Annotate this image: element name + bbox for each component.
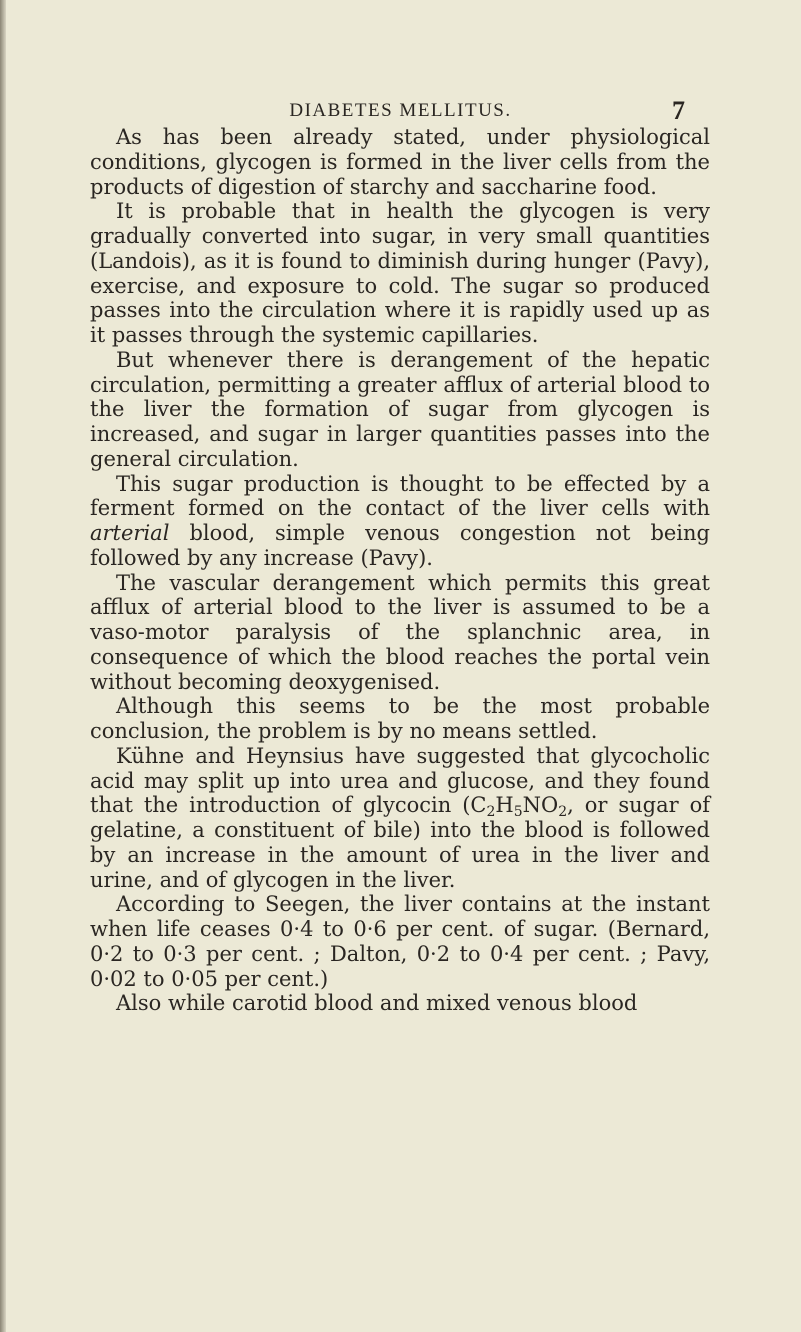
subscript: 5 bbox=[513, 804, 523, 821]
emphasized-word: arterial bbox=[90, 521, 170, 545]
paragraph bbox=[90, 744, 710, 893]
text-run: Kühne and Heynsius have suggested that glycocholic acid may split up into urea and glucose, and they found that the introduction of glycocin (C bbox=[90, 743, 710, 818]
paragraph: Although this seems to be the most probable conclusion, the problem is by no means settled. bbox=[90, 694, 710, 743]
page-number: 7 bbox=[672, 96, 685, 125]
paragraph: But whenever there is derangement of the hepatic circulation, permitting a greater afflux of arterial blood to the liver the formation of sugar from glycogen is increased, and sugar in larger quantities passes into the general circulation. bbox=[90, 347, 710, 471]
running-head: DIABETES MELLITUS. bbox=[289, 100, 512, 121]
text-run: H bbox=[495, 793, 514, 818]
paragraph bbox=[90, 472, 710, 571]
text-run: This sugar production is thought to be effected by a ferment formed on the contact of the liver cells with bbox=[90, 471, 710, 521]
subscript: 2 bbox=[558, 804, 568, 821]
subscript: 2 bbox=[486, 804, 496, 821]
paragraph: As has been already stated, under physiological conditions, glycogen is formed in the liver cells from the products of digestion of starchy and saccharine food. bbox=[90, 125, 710, 199]
text-run: NO bbox=[522, 793, 559, 818]
text-run: , or sugar of gelatine, a constituent of bile) into the blood is followed by an increase in the amount of urea in the liver and urine, and of glycogen in the liver. bbox=[90, 793, 710, 892]
paragraph: According to Seegen, the liver contains at the instant when life ceases 0·4 to 0·6 per cent. of sugar. (Bernard, 0·2 to 0·3 per cent. ; Dalton, 0·2 to 0·4 per cent. ; Pavy, 0·02 to 0·05 per cent.) bbox=[90, 892, 710, 991]
paragraph: Also while carotid blood and mixed venous blood bbox=[116, 991, 638, 1016]
text-run: blood, simple venous congestion not being followed by any increase (Pavy). bbox=[90, 521, 710, 570]
body-text bbox=[90, 125, 710, 1016]
paragraph: The vascular derangement which permits this great afflux of arterial blood to the liver is assumed to be a vaso-motor paralysis of the splanchnic area, in consequence of which the blood reaches the portal vein without becoming deoxygenised. bbox=[90, 570, 710, 694]
page-binding-edge bbox=[0, 0, 6, 1332]
paragraph: It is probable that in health the glycogen is very gradually converted into sugar, in very small quantities (Landois), as it is found to diminish during hunger (Pavy), exercise, and exposure to cold. The sugar so produced passes into the circulation where it is rapidly used up as it passes through the systemic capillaries. bbox=[90, 199, 710, 347]
